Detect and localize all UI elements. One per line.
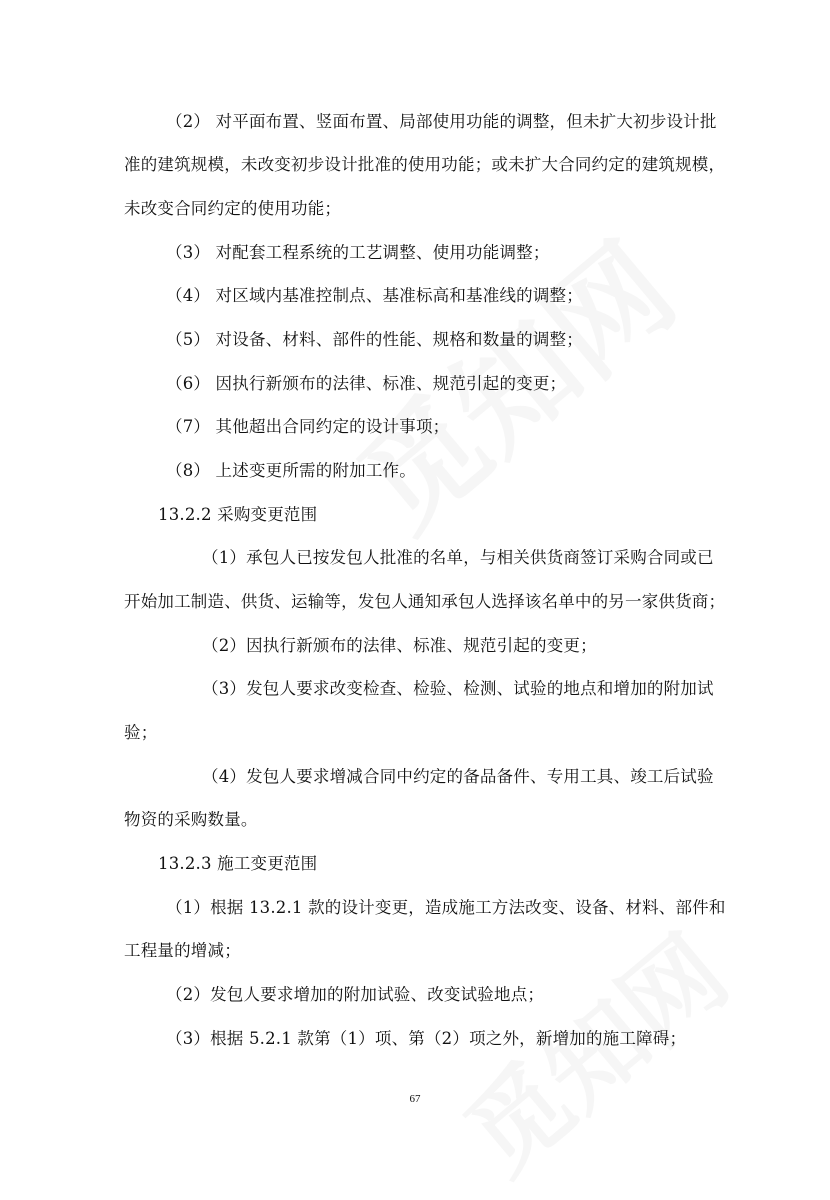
paragraph-line: （2）发包人要求增加的附加试验、改变试验地点； — [166, 985, 545, 1004]
paragraph-line: （7） 其他超出合同约定的设计事项； — [166, 417, 450, 436]
section-heading: 13.2.3 施工变更范围 — [158, 854, 318, 873]
paragraph-line: 准的建筑规模，未改变初步设计批准的使用功能；或未扩大合同约定的建筑规模， — [124, 155, 726, 174]
paragraph-line: （2） 对平面布置、竖面布置、局部使用功能的调整，但未扩大初步设计批 — [166, 112, 717, 131]
paragraph-line: （8） 上述变更所需的附加工作。 — [166, 461, 416, 480]
paragraph-line: （1）承包人已按发包人批准的名单，与相关供货商签订采购合同或已 — [202, 548, 714, 567]
paragraph-line: （3）根据 5.2.1 款第（1）项、第（2）项之外，新增加的施工障碍； — [166, 1029, 687, 1048]
paragraph-line: 开始加工制造、供货、运输等，发包人通知承包人选择该名单中的另一家供货商； — [124, 592, 726, 611]
paragraph-line: （4） 对区域内基准控制点、基准标高和基准线的调整； — [166, 286, 583, 305]
paragraph-line: （3）发包人要求改变检查、检验、检测、试验的地点和增加的附加试 — [202, 679, 714, 698]
paragraph-line: 物资的采购数量。 — [124, 810, 258, 829]
section-heading: 13.2.2 采购变更范围 — [158, 505, 318, 524]
paragraph-line: （2）因执行新颁布的法律、标准、规范引起的变更； — [202, 636, 597, 655]
paragraph-line: （3） 对配套工程系统的工艺调整、使用功能调整； — [166, 243, 550, 262]
paragraph-line: （1）根据 13.2.1 款的设计变更，造成施工方法改变、设备、材料、部件和 — [166, 898, 726, 917]
paragraph-line: （5） 对设备、材料、部件的性能、规格和数量的调整； — [166, 330, 583, 349]
paragraph-line: 验； — [124, 723, 158, 742]
page-number: 67 — [409, 1093, 421, 1105]
paragraph-line: 工程量的增减； — [124, 941, 241, 960]
paragraph-line: （6） 因执行新颁布的法律、标准、规范引起的变更； — [166, 374, 567, 393]
paragraph-line: （4）发包人要求增减合同中约定的备品备件、专用工具、竣工后试验 — [202, 767, 714, 786]
paragraph-line: 未改变合同约定的使用功能； — [124, 199, 342, 218]
